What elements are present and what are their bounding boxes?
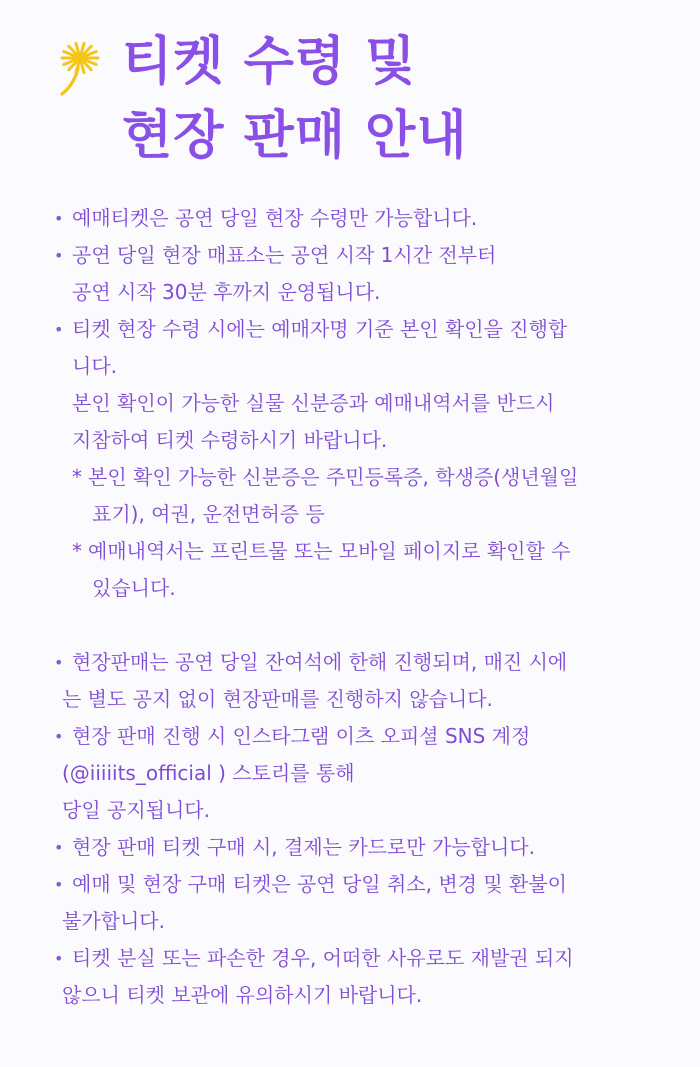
notice-line xyxy=(48,459,648,496)
notice-line xyxy=(48,533,648,570)
bullet-dot-icon: • xyxy=(54,209,64,228)
notice-text: 본인 확인 가능한 신분증은 주민등록증, 학생증(생년월일 xyxy=(88,465,579,489)
notice-line xyxy=(48,570,648,607)
notice-text: 예매내역서는 프린트물 또는 모바일 페이지로 확인할 수 xyxy=(88,539,571,563)
notice-line xyxy=(48,237,648,274)
notice-line xyxy=(48,348,648,385)
notice-line xyxy=(48,200,648,237)
notice-line xyxy=(48,755,648,792)
notice-line xyxy=(48,274,648,311)
notice-line xyxy=(48,311,648,348)
notice-text: 불가합니다. xyxy=(62,909,165,933)
notice-text: 현장 판매 티켓 구매 시, 결제는 카드로만 가능합니다. xyxy=(72,835,535,859)
notice-line xyxy=(48,496,648,533)
notice-text: 는 별도 공지 없이 현장판매를 진행하지 않습니다. xyxy=(62,687,493,711)
dandelion-flower-icon xyxy=(56,38,102,98)
bullet-dot-icon: • xyxy=(54,838,64,857)
notice-text: (@iiiiits_official ) 스토리를 통해 xyxy=(62,761,355,785)
notice-list xyxy=(48,200,648,1014)
notice-text: 현장 판매 진행 시 인스타그램 이츠 오피셜 SNS 계정 xyxy=(72,724,531,748)
page-title-line-1: 티켓 수령 및 xyxy=(122,32,417,92)
notice-text: 현장판매는 공연 당일 잔여석에 한해 진행되며, 매진 시에 xyxy=(72,650,568,674)
notice-line xyxy=(48,385,648,422)
asterisk-mark: * xyxy=(72,465,82,489)
notice-text: 당일 공지됩니다. xyxy=(62,798,210,822)
notice-line xyxy=(48,644,648,681)
notice-line xyxy=(48,866,648,903)
notice-line xyxy=(48,422,648,459)
notice-text: 지참하여 티켓 수령하시기 바랍니다. xyxy=(72,428,388,452)
notice-text: 티켓 현장 수령 시에는 예매자명 기준 본인 확인을 진행합 xyxy=(72,317,568,341)
notice-text: 니다. xyxy=(72,354,117,378)
notice-line xyxy=(48,940,648,977)
page-title-line-2: 현장 판매 안내 xyxy=(122,106,468,166)
spacer xyxy=(48,607,648,644)
notice-text: 않으니 티켓 보관에 유의하시기 바랍니다. xyxy=(62,983,423,1007)
notice-text: 있습니다. xyxy=(92,576,176,600)
notice-text: 예매 및 현장 구매 티켓은 공연 당일 취소, 변경 및 환불이 xyxy=(72,872,567,896)
bullet-dot-icon: • xyxy=(54,653,64,672)
notice-text: 표기), 여권, 운전면허증 등 xyxy=(92,502,325,526)
bullet-dot-icon: • xyxy=(54,320,64,339)
notice-line xyxy=(48,977,648,1014)
notice-line xyxy=(48,681,648,718)
notice-line xyxy=(48,903,648,940)
notice-text: 공연 시작 30분 후까지 운영됩니다. xyxy=(72,280,381,304)
notice-text: 공연 당일 현장 매표소는 공연 시작 1시간 전부터 xyxy=(72,243,497,267)
bullet-dot-icon: • xyxy=(54,949,64,968)
notice-line xyxy=(48,792,648,829)
bullet-dot-icon: • xyxy=(54,246,64,265)
bullet-dot-icon: • xyxy=(54,727,64,746)
notice-line xyxy=(48,718,648,755)
notice-text: 본인 확인이 가능한 실물 신분증과 예매내역서를 반드시 xyxy=(72,391,555,415)
notice-line xyxy=(48,829,648,866)
bullet-dot-icon: • xyxy=(54,875,64,894)
notice-text: 티켓 분실 또는 파손한 경우, 어떠한 사유로도 재발권 되지 xyxy=(72,946,574,970)
notice-text: 예매티켓은 공연 당일 현장 수령만 가능합니다. xyxy=(72,206,478,230)
asterisk-mark: * xyxy=(72,539,82,563)
